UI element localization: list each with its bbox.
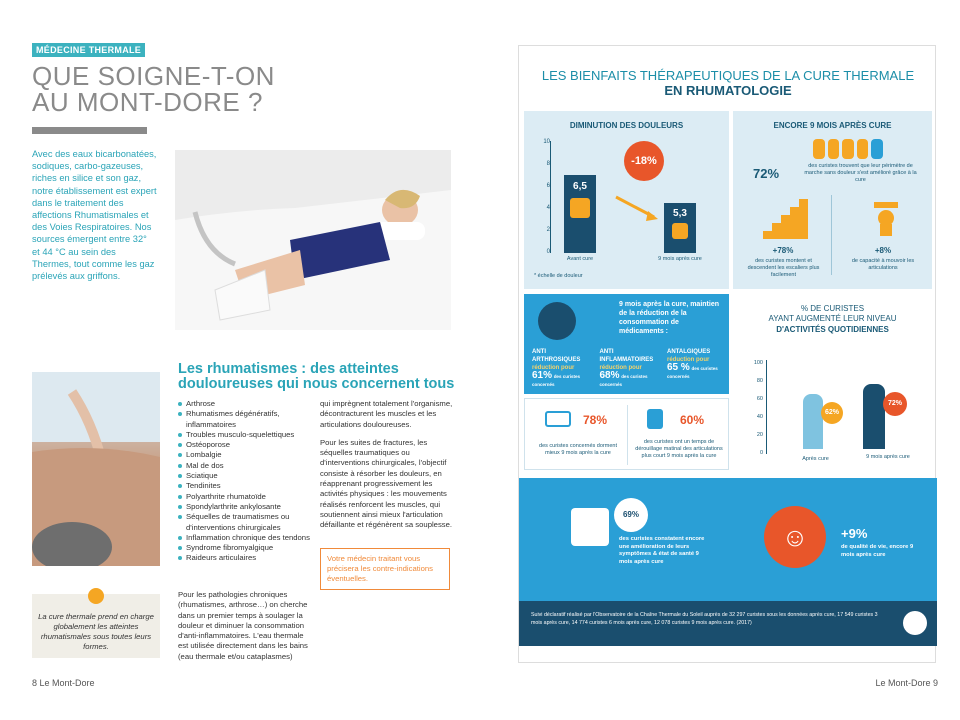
condition-item: Troubles musculo-squelettiques — [178, 430, 323, 440]
axis-tick-label: 0 — [546, 249, 550, 255]
condition-item: Sciatique — [178, 471, 323, 481]
pain-before-value: 6,5 — [573, 181, 587, 192]
stairs-icon — [763, 199, 808, 239]
sleep-text: des curistes concernés dorment mieux 9 mois après la cure — [539, 443, 617, 456]
pain-after-value: 5,3 — [673, 208, 687, 219]
medication-title: 9 mois après la cure, maintien de la réduction de la consommation de médicaments : — [619, 301, 719, 335]
condition-item: Spondylarthrite ankylosante — [178, 502, 323, 512]
medication-name: ANTI ARTHROSIQUES — [532, 349, 581, 363]
pain-axis — [538, 139, 550, 259]
symptoms-percent: 69% — [614, 498, 648, 532]
condition-item: Tendinites — [178, 481, 323, 491]
source-text: Suivi déclaratif réalisé par l'Observatoire de la Chaîne Thermale du Soleil auprès de 32 297 curistes sous les données après cure, 17 549 curistes 3 mois après cure, 14 774 curistes 6 mois après cure, 12 078 curistes 9 mois après cure. (2017) — [531, 612, 878, 626]
smiley-icon: ☺ — [764, 506, 826, 568]
grip-text: de capacité à mouvoir les articulations — [851, 258, 915, 271]
medication-percent: 65 % — [667, 362, 690, 373]
condition-item: Mal de dos — [178, 461, 323, 471]
nine-months-label: 9 mois après cure — [866, 454, 910, 460]
caption-box — [32, 594, 160, 658]
daily-activity-panel — [733, 294, 932, 472]
condition-item: Inflammation chronique des tendons — [178, 533, 323, 543]
medication-item — [532, 348, 592, 389]
pain-scale-note: * échelle de douleur — [534, 273, 583, 279]
axis-tick-label: 40 — [756, 414, 763, 420]
condition-item: Syndrome fibromyalgique — [178, 543, 323, 553]
axis-tick-label: 20 — [756, 432, 763, 438]
axis-tick-label: 8 — [546, 161, 550, 167]
medication-label: réduction pour — [599, 365, 642, 371]
title-rule — [32, 127, 147, 134]
walkers-icon — [813, 139, 883, 159]
bath-photo — [175, 150, 451, 330]
pain-figure-icon — [672, 223, 688, 239]
pain-after-label: 9 mois après cure — [658, 256, 702, 262]
axis-tick-label: 6 — [546, 183, 550, 189]
results-band — [519, 478, 937, 601]
condition-item: Rhumatismes dégénératifs, inflammatoires — [178, 409, 323, 430]
medication-suffix: des curistes concernés — [599, 374, 648, 387]
axis-tick-label: 4 — [546, 205, 550, 211]
infographic-card — [518, 45, 936, 663]
chronic-text: Pour les pathologies chroniques (rhumatismes, arthrose…) on cherche dans un premier temps à soulager la douleur et diminuer la consommation d'anti-inflammatoires. L'eau thermale est utilisée directement dans les bains (eau thermale et/ou cataplasmes) — [178, 590, 308, 661]
axis-tick-label: 80 — [756, 378, 763, 384]
left-footer: 8 Le Mont-Dore — [32, 678, 95, 688]
medication-suffix: des curistes concernés — [532, 374, 580, 387]
daily-axis-line — [766, 360, 767, 454]
after-cure-percent: 62% — [821, 402, 843, 424]
doctor-notice: Votre médecin traitant vous précisera les contre-indications éventuelles. — [320, 548, 450, 590]
title-line-2: AU MONT-DORE ? — [32, 87, 263, 117]
condition-item: Lombalgie — [178, 450, 323, 460]
divider — [627, 405, 628, 465]
condition-list — [178, 399, 323, 564]
right-page — [480, 0, 960, 720]
medication-percent: 61% — [532, 370, 553, 381]
pain-title: DIMINUTION DES DOULEURS — [569, 121, 684, 130]
pills-icon — [538, 302, 576, 340]
medication-panel — [524, 294, 729, 394]
medication-list — [532, 348, 727, 389]
axis-tick-label: 10 — [543, 139, 550, 145]
walk-percent: 72% — [753, 166, 780, 181]
condition-item: Polyarthrite rhumatoïde — [178, 492, 323, 502]
walk-text: des curistes trouvent que leur périmètre de marche sans douleur s'est amélioré grâce à la cure — [804, 163, 917, 183]
condition-item: Arthrose — [178, 399, 323, 409]
condition-item: Séquelles de traumatismes ou d'interventions chirurgicales — [178, 512, 323, 533]
medication-item — [600, 348, 660, 389]
grip-percent: +8% — [874, 246, 892, 255]
unlock-text: des curistes ont un temps de dérouillage matinal des articulations plus court 9 mois après la cure — [635, 439, 723, 459]
daily-title-2: AYANT AUGMENTÉ LEUR NIVEAU — [768, 314, 897, 323]
axis-tick-label: 2 — [546, 227, 550, 233]
nine-months-title: ENCORE 9 MOIS APRÈS CURE — [773, 121, 892, 130]
pain-before-bar — [564, 175, 596, 253]
unlock-icon — [647, 409, 663, 429]
medication-label: réduction pour — [667, 357, 710, 363]
title-line-2: EN RHUMATOLOGIE — [664, 83, 792, 98]
section-heading: Les rhumatismes : des atteintes douloureuses qui nous concernent tous — [178, 361, 455, 392]
daily-title-3: D'ACTIVITÉS QUOTIDIENNES — [776, 325, 889, 334]
page-title — [32, 63, 275, 115]
quality-text: de qualité de vie, encore 9 mois après cure — [841, 544, 914, 558]
medication-percent: 68% — [599, 370, 620, 381]
medication-suffix: des curistes concernés — [667, 366, 718, 379]
caption-text: La cure thermale prend en charge globalement les atteintes rhumatismales sous toutes leurs formes. — [38, 612, 154, 651]
after-cure-figure — [803, 394, 823, 449]
medication-name: ANTALGIQUES — [667, 349, 711, 355]
shell-logo-icon — [903, 611, 927, 635]
axis-tick-label: 60 — [756, 396, 763, 402]
massage-photo — [32, 372, 160, 566]
bed-icon — [545, 411, 571, 427]
lightbulb-icon — [88, 588, 104, 604]
condition-item: Ostéoporose — [178, 440, 323, 450]
dumbbell-icon — [868, 196, 904, 236]
medication-label: réduction pour — [532, 365, 575, 371]
pain-after-bar — [664, 203, 696, 253]
divider — [831, 195, 832, 275]
nine-months-panel — [733, 111, 932, 289]
title-line-1: LES BIENFAITS THÉRAPEUTIQUES DE LA CURE THERMALE — [541, 68, 915, 83]
daily-title-1: % DE CURISTES — [800, 304, 865, 313]
right-footer: Le Mont-Dore 9 — [875, 678, 938, 688]
axis-tick-label: 100 — [753, 360, 763, 366]
arrow-down-icon — [614, 193, 664, 223]
after-cure-label: Après cure — [802, 456, 829, 462]
intro-text: Avec des eaux bicarbonatées, sodiques, carbo-gazeuses, riches en silice et son gaz, notre établissement est expert dans le traitement des affections Rhumatismales et des Voies Respiratoires. Nos sources émergent entre 32° et 44 °C au sein des Thermes, tout comme les gaz prélevés aux griffons. — [32, 149, 157, 282]
medical-cross-icon — [571, 508, 609, 546]
nine-months-figure — [863, 384, 885, 449]
body-column — [320, 399, 455, 539]
symptoms-text: des curistes constatent encore une amélioration de leurs symptômes & état de santé 9 mois après cure — [619, 536, 705, 565]
sleep-percent: 78% — [583, 413, 608, 427]
pain-figure-icon — [570, 198, 590, 218]
source-bar — [519, 601, 937, 646]
pain-axis-line — [550, 141, 551, 253]
pain-panel — [524, 111, 729, 289]
paragraph: qui imprègnent totalement l'organisme, décontracturent les muscles et les articulations douloureuses. — [320, 399, 453, 429]
quality-percent: +9% — [841, 526, 868, 541]
infographic-title — [519, 68, 937, 98]
unlock-percent: 60% — [680, 413, 705, 427]
condition-item: Raideurs articulaires — [178, 553, 323, 563]
medication-name: ANTI INFLAMMATOIRES — [599, 349, 654, 363]
axis-tick-label: 0 — [759, 450, 763, 456]
paragraph: Pour les suites de fractures, les séquelles traumatiques ou d'interventions chirurgicales, l'objectif consiste à résorber les douleurs, en réapprenant progressivement les activités physiques : les mouvements réalisés renforcent les muscles, qui soutiennent ainsi mieux l'articulation défaillante et régénèrent sa souplesse. — [320, 437, 453, 530]
nine-months-percent: 72% — [883, 392, 907, 416]
stairs-percent: +78% — [772, 246, 794, 255]
daily-axis — [751, 360, 763, 460]
title-line-1: QUE SOIGNE-T-ON — [32, 61, 275, 91]
sleep-unlock-panel — [524, 398, 729, 470]
section-tag: MÉDECINE THERMALE — [32, 43, 145, 57]
medication-item — [667, 348, 727, 389]
stairs-text: des curistes montent et descendent les escaliers plus facilement — [747, 258, 820, 278]
pain-change-badge: -18% — [624, 141, 664, 181]
pain-before-label: Avant cure — [566, 256, 594, 262]
